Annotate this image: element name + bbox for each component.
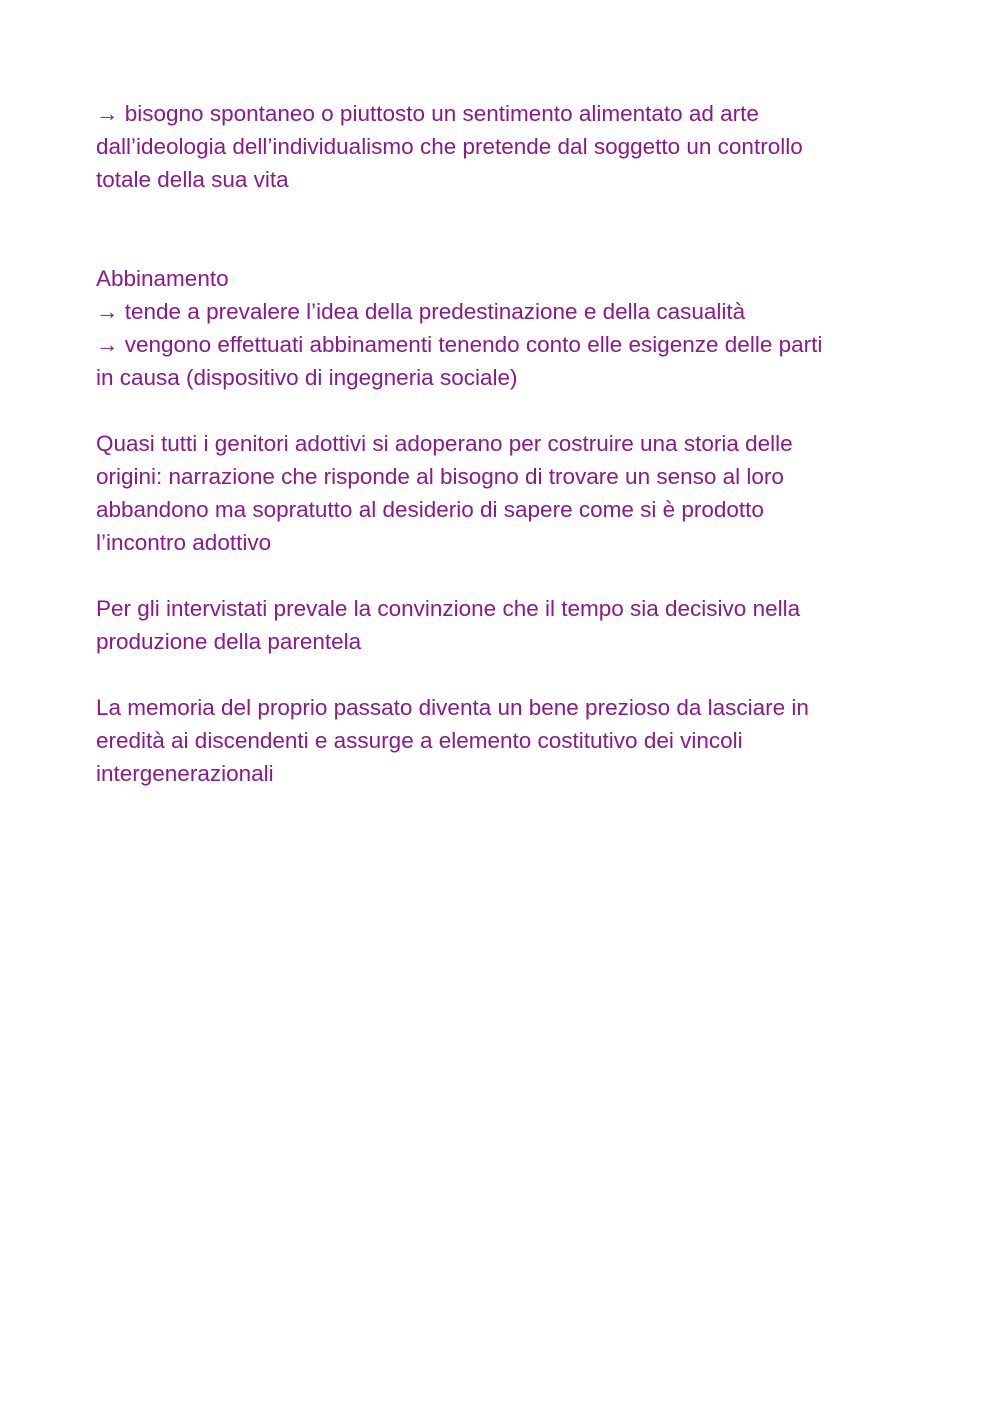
text-line: La memoria del proprio passato diventa un bene prezioso da lasciare in: [96, 695, 809, 720]
paragraph-memoria: [96, 691, 916, 790]
paragraph-spacer: [96, 394, 916, 427]
text-line: in causa (dispositivo di ingegneria sociale): [96, 365, 518, 390]
paragraph-tempo-parentela: [96, 592, 916, 658]
text-line: → vengono effettuati abbinamenti tenendo conto elle esigenze delle parti: [96, 332, 823, 357]
text-line: → bisogno spontaneo o piuttosto un sentimento alimentato ad arte: [96, 101, 759, 126]
paragraph-storia-origini: [96, 427, 916, 559]
paragraph-spacer: [96, 196, 916, 262]
paragraph-spacer: [96, 658, 916, 691]
text-line: abbandono ma sopratutto al desiderio di sapere come si è prodotto: [96, 497, 764, 522]
paragraph-individualism: [96, 97, 916, 196]
text-line: Quasi tutti i genitori adottivi si adoperano per costruire una storia delle: [96, 431, 793, 456]
text-line: Per gli intervistati prevale la convinzione che il tempo sia decisivo nella: [96, 596, 801, 621]
text-line: dall’ideologia dell’individualismo che pretende dal soggetto un controllo: [96, 134, 803, 159]
text-line: eredità ai discendenti e assurge a elemento costitutivo dei vincoli: [96, 728, 743, 753]
text-line: origini: narrazione che risponde al bisogno di trovare un senso al loro: [96, 464, 784, 489]
text-line: → tende a prevalere l’idea della predestinazione e della casualità: [96, 299, 746, 324]
text-line: totale della sua vita: [96, 167, 289, 192]
text-line: l’incontro adottivo: [96, 530, 272, 555]
text-line: produzione della parentela: [96, 629, 362, 654]
section-heading: Abbinamento: [96, 266, 229, 291]
text-line: intergenerazionali: [96, 761, 274, 786]
paragraph-spacer: [96, 559, 916, 592]
document-body: [96, 97, 916, 790]
paragraph-abbinamento: [96, 262, 916, 394]
